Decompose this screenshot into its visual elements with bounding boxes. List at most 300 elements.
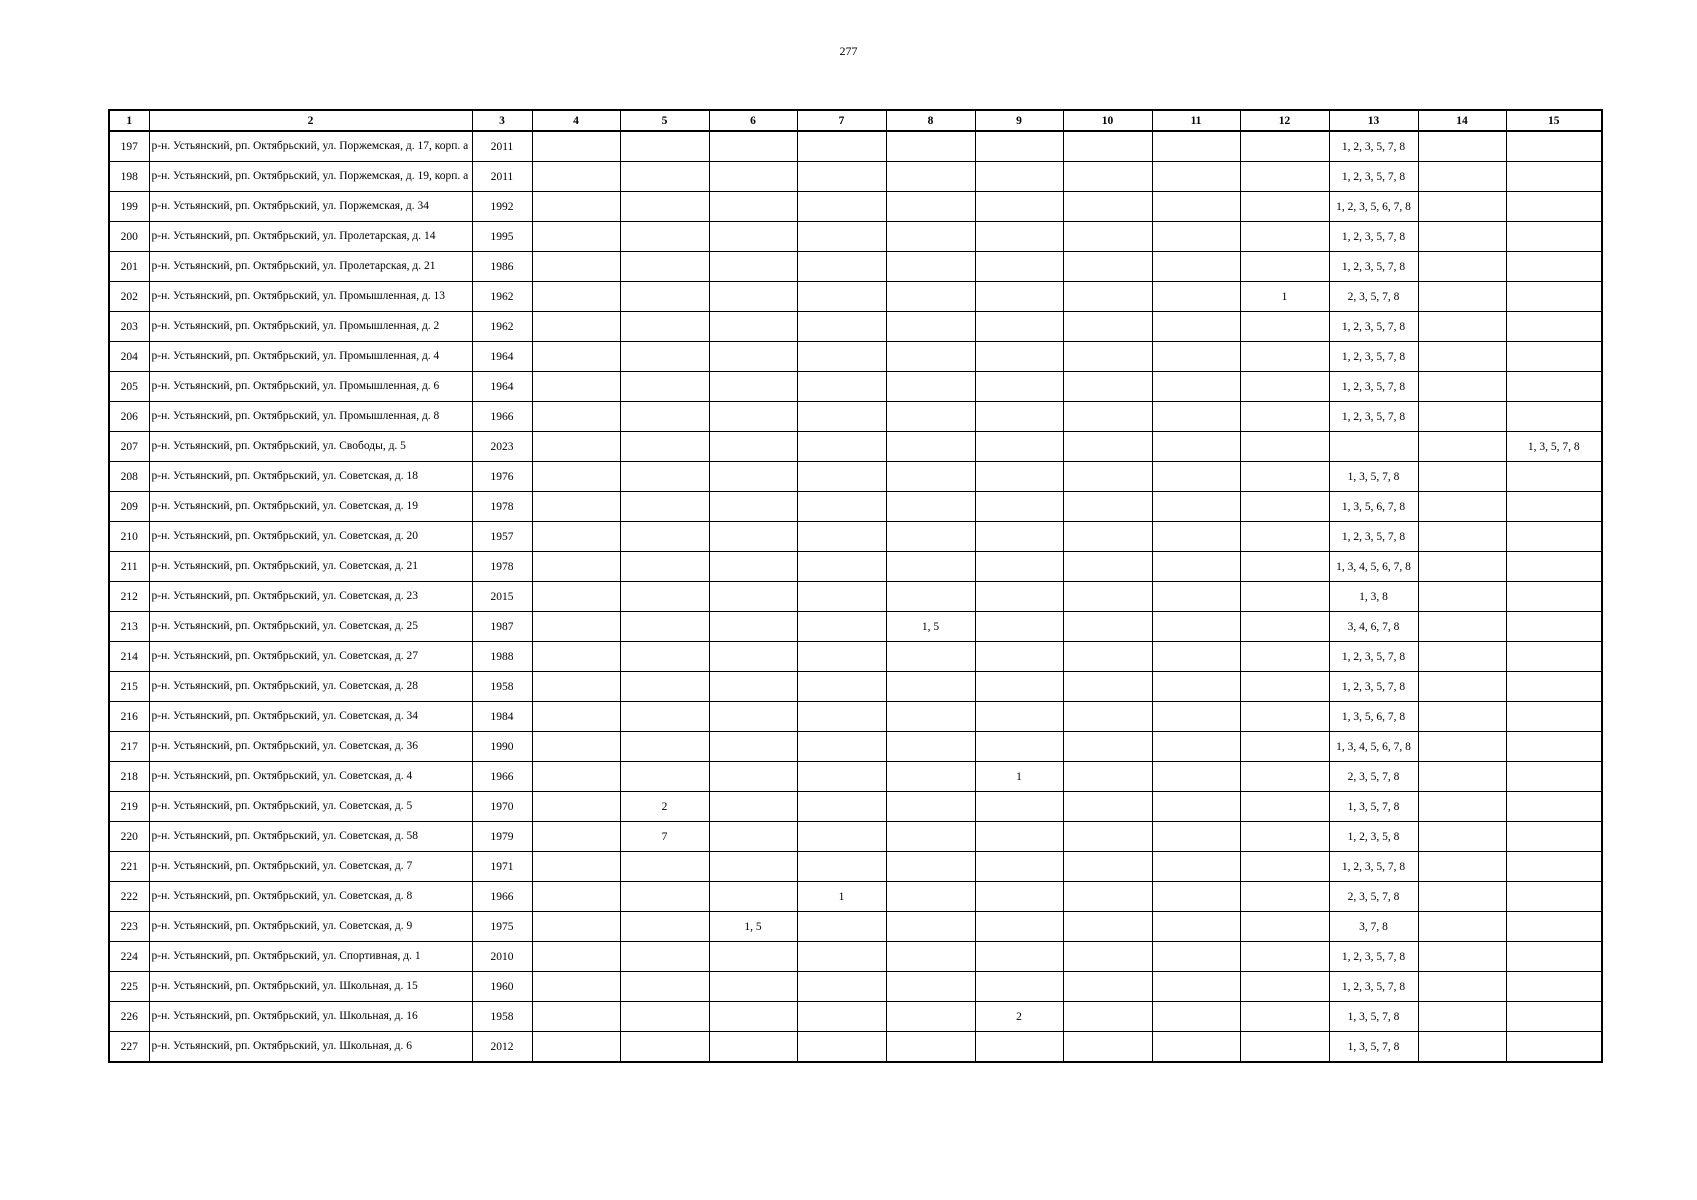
table-cell [797,131,886,162]
table-cell [797,372,886,402]
address-cell: р-н. Устьянский, рп. Октябрьский, ул. Советская, д. 36 [149,732,472,762]
table-cell [1418,162,1506,192]
row-number-cell: 222 [109,882,149,912]
table-cell [1418,432,1506,462]
table-cell: 3, 4, 6, 7, 8 [1329,612,1418,642]
year-cell: 1984 [472,702,532,732]
column-header-7: 7 [797,110,886,131]
table-cell [1418,642,1506,672]
table-cell [1240,912,1329,942]
table-cell [1506,522,1602,552]
table-cell [709,1002,797,1032]
table-cell [975,732,1063,762]
table-cell [620,732,709,762]
year-cell: 2015 [472,582,532,612]
table-cell [886,432,975,462]
address-cell: р-н. Устьянский, рп. Октябрьский, ул. Промышленная, д. 2 [149,312,472,342]
table-cell [532,732,620,762]
table-cell [620,1032,709,1063]
table-cell [620,582,709,612]
address-cell: р-н. Устьянский, рп. Октябрьский, ул. Советская, д. 8 [149,882,472,912]
table-cell [975,252,1063,282]
table-cell [1240,882,1329,912]
table-cell: 1, 3, 5, 6, 7, 8 [1329,702,1418,732]
table-cell: 2, 3, 5, 7, 8 [1329,282,1418,312]
table-cell [532,552,620,582]
year-cell: 1964 [472,372,532,402]
table-row [109,342,1602,372]
table-cell [975,852,1063,882]
address-cell: р-н. Устьянский, рп. Октябрьский, ул. Свободы, д. 5 [149,432,472,462]
table-cell [1418,552,1506,582]
table-cell [709,552,797,582]
row-number-cell: 204 [109,342,149,372]
table-cell [975,912,1063,942]
year-cell: 1992 [472,192,532,222]
address-cell: р-н. Устьянский, рп. Октябрьский, ул. Советская, д. 25 [149,612,472,642]
table-cell [886,282,975,312]
row-number-cell: 198 [109,162,149,192]
table-cell [620,612,709,642]
table-cell [709,612,797,642]
row-number-cell: 205 [109,372,149,402]
column-header-2: 2 [149,110,472,131]
table-cell [1506,702,1602,732]
year-cell: 1958 [472,1002,532,1032]
table-row [109,582,1602,612]
table-cell [1152,282,1240,312]
table-cell [975,612,1063,642]
row-number-cell: 202 [109,282,149,312]
table-cell [1152,792,1240,822]
table-cell [1063,672,1152,702]
table-cell [709,342,797,372]
table-cell [709,792,797,822]
table-cell [532,252,620,282]
table-cell [797,702,886,732]
table-cell [620,252,709,282]
table-cell [797,462,886,492]
table-cell [532,462,620,492]
table-cell [797,1002,886,1032]
table-cell: 7 [620,822,709,852]
table-cell [709,942,797,972]
address-cell: р-н. Устьянский, рп. Октябрьский, ул. Советская, д. 20 [149,522,472,552]
table-cell [1506,762,1602,792]
table-cell [1063,432,1152,462]
table-cell: 3, 7, 8 [1329,912,1418,942]
table-cell [1418,882,1506,912]
table-cell: 1, 3, 5, 7, 8 [1329,1002,1418,1032]
table-cell [1240,792,1329,822]
table-cell [620,162,709,192]
table-cell [1506,882,1602,912]
year-cell: 2011 [472,162,532,192]
table-cell [1240,372,1329,402]
table-cell [1063,942,1152,972]
table-cell [709,372,797,402]
table-cell [1506,342,1602,372]
year-cell: 1958 [472,672,532,702]
table-cell [975,462,1063,492]
table-cell [1418,1002,1506,1032]
table-cell [1418,732,1506,762]
table-cell [797,642,886,672]
address-cell: р-н. Устьянский, рп. Октябрьский, ул. Школьная, д. 15 [149,972,472,1002]
table-cell [709,222,797,252]
row-number-cell: 209 [109,492,149,522]
address-cell: р-н. Устьянский, рп. Октябрьский, ул. Школьная, д. 16 [149,1002,472,1032]
table-cell [1506,372,1602,402]
column-header-6: 6 [709,110,797,131]
year-cell: 1962 [472,282,532,312]
table-cell [886,1002,975,1032]
table-cell [1418,222,1506,252]
table-cell [1506,822,1602,852]
table-row [109,792,1602,822]
table-row [109,492,1602,522]
table-cell [886,762,975,792]
table-cell [1506,462,1602,492]
table-cell [620,642,709,672]
table-cell [1506,792,1602,822]
table-cell [1240,522,1329,552]
table-cell [1063,282,1152,312]
table-cell [709,672,797,702]
table-cell [1063,372,1152,402]
table-cell [709,432,797,462]
table-row [109,612,1602,642]
table-cell [1063,912,1152,942]
table-cell [1063,822,1152,852]
row-number-cell: 218 [109,762,149,792]
table-cell [886,162,975,192]
table-cell [886,462,975,492]
table-cell: 2 [620,792,709,822]
year-cell: 1978 [472,552,532,582]
address-cell: р-н. Устьянский, рп. Октябрьский, ул. Советская, д. 18 [149,462,472,492]
table-cell [532,942,620,972]
address-cell: р-н. Устьянский, рп. Октябрьский, ул. Советская, д. 7 [149,852,472,882]
table-cell [620,912,709,942]
table-cell: 1, 2, 3, 5, 7, 8 [1329,852,1418,882]
table-cell [1418,282,1506,312]
address-cell: р-н. Устьянский, рп. Октябрьский, ул. Пролетарская, д. 21 [149,252,472,282]
table-cell [1418,582,1506,612]
table-cell [532,432,620,462]
table-cell [532,131,620,162]
table-cell [1506,732,1602,762]
year-cell: 1988 [472,642,532,672]
table-cell: 1, 2, 3, 5, 7, 8 [1329,942,1418,972]
table-cell [1240,732,1329,762]
row-number-cell: 227 [109,1032,149,1063]
table-row [109,402,1602,432]
table-cell [1418,942,1506,972]
table-row [109,822,1602,852]
year-cell: 2012 [472,1032,532,1063]
table-cell: 2 [975,1002,1063,1032]
table-cell [797,672,886,702]
address-cell: р-н. Устьянский, рп. Октябрьский, ул. Промышленная, д. 4 [149,342,472,372]
table-cell [1152,972,1240,1002]
table-cell [1240,762,1329,792]
table-cell [532,522,620,552]
table-cell [1506,972,1602,1002]
table-cell [1063,222,1152,252]
table-cell [797,552,886,582]
column-header-5: 5 [620,110,709,131]
table-cell [1418,402,1506,432]
table-cell [886,372,975,402]
table-cell [709,882,797,912]
table-cell [1506,582,1602,612]
table-cell [1240,552,1329,582]
table-cell [975,1032,1063,1063]
table-cell [1152,1032,1240,1063]
table-cell [709,162,797,192]
row-number-cell: 212 [109,582,149,612]
table-cell [620,1002,709,1032]
year-cell: 2011 [472,131,532,162]
table-cell [1506,1002,1602,1032]
table-cell [1063,522,1152,552]
column-header-10: 10 [1063,110,1152,131]
table-cell [797,942,886,972]
table-cell: 1, 2, 3, 5, 7, 8 [1329,972,1418,1002]
table-cell [1152,702,1240,732]
year-cell: 1962 [472,312,532,342]
table-cell [620,972,709,1002]
table-cell [709,642,797,672]
year-cell: 2023 [472,432,532,462]
table-cell [975,312,1063,342]
table-cell [886,192,975,222]
table-cell [1063,1002,1152,1032]
table-cell [1063,732,1152,762]
table-cell [886,672,975,702]
table-cell [532,1002,620,1032]
table-cell [620,131,709,162]
table-cell: 1, 3, 5, 7, 8 [1506,432,1602,462]
table-cell [1152,252,1240,282]
table-cell [797,342,886,372]
table-cell [1240,462,1329,492]
table-cell [709,402,797,432]
table-cell [975,372,1063,402]
row-number-cell: 220 [109,822,149,852]
table-cell: 1, 2, 3, 5, 8 [1329,822,1418,852]
table-cell [1240,1032,1329,1063]
row-number-cell: 210 [109,522,149,552]
table-cell [1506,252,1602,282]
table-cell [975,702,1063,732]
address-cell: р-н. Устьянский, рп. Октябрьский, ул. Советская, д. 5 [149,792,472,822]
table-cell [1152,162,1240,192]
row-number-cell: 203 [109,312,149,342]
table-cell [532,912,620,942]
table-cell [620,552,709,582]
table-cell [975,942,1063,972]
table-cell [1506,492,1602,522]
table-cell [532,612,620,642]
table-cell [975,792,1063,822]
table-cell [1240,702,1329,732]
table-cell [532,492,620,522]
column-header-8: 8 [886,110,975,131]
table-cell: 1 [1240,282,1329,312]
table-cell [797,852,886,882]
table-cell [886,342,975,372]
table-cell [620,282,709,312]
address-cell: р-н. Устьянский, рп. Октябрьский, ул. Советская, д. 58 [149,822,472,852]
table-row [109,372,1602,402]
table-row [109,1032,1602,1063]
table-cell [1418,522,1506,552]
table-cell [709,822,797,852]
table-cell [1063,492,1152,522]
table-cell [975,402,1063,432]
table-cell [1063,162,1152,192]
table-cell [1418,672,1506,702]
table-row [109,432,1602,462]
table-cell [1240,131,1329,162]
table-row [109,192,1602,222]
table-cell: 1, 2, 3, 5, 7, 8 [1329,522,1418,552]
table-cell [1418,912,1506,942]
table-cell [532,642,620,672]
table-cell [1506,642,1602,672]
table-cell [620,222,709,252]
table-cell [975,642,1063,672]
table-cell [532,192,620,222]
row-number-cell: 208 [109,462,149,492]
address-cell: р-н. Устьянский, рп. Октябрьский, ул. Школьная, д. 6 [149,1032,472,1063]
table-cell [1063,582,1152,612]
table-cell [1063,702,1152,732]
table-cell [1063,852,1152,882]
row-number-cell: 197 [109,131,149,162]
column-header-11: 11 [1152,110,1240,131]
year-cell: 1957 [472,522,532,552]
table-cell [1506,552,1602,582]
table-cell [1152,672,1240,702]
year-cell: 1964 [472,342,532,372]
table-cell: 1, 5 [709,912,797,942]
table-cell [620,522,709,552]
table-cell [532,672,620,702]
column-header-13: 13 [1329,110,1418,131]
table-cell [1418,252,1506,282]
table-cell: 1, 2, 3, 5, 7, 8 [1329,342,1418,372]
table-cell [1418,192,1506,222]
table-cell [532,702,620,732]
table-cell [532,792,620,822]
table-cell [1152,582,1240,612]
table-row [109,642,1602,672]
table-cell [797,522,886,552]
table-cell [620,942,709,972]
table-cell [1152,522,1240,552]
table-row [109,702,1602,732]
table-cell [1240,492,1329,522]
table-cell [709,972,797,1002]
table-cell [1240,942,1329,972]
table-row [109,942,1602,972]
table-cell [1152,822,1240,852]
address-cell: р-н. Устьянский, рп. Октябрьский, ул. Промышленная, д. 13 [149,282,472,312]
table-cell [1418,372,1506,402]
table-cell [1418,492,1506,522]
table-cell [532,222,620,252]
table-cell [1063,462,1152,492]
year-cell: 1987 [472,612,532,642]
table-cell [975,432,1063,462]
table-cell: 1, 3, 4, 5, 6, 7, 8 [1329,552,1418,582]
address-cell: р-н. Устьянский, рп. Октябрьский, ул. Советская, д. 28 [149,672,472,702]
table-row [109,162,1602,192]
table-cell [975,342,1063,372]
table-cell [620,672,709,702]
table-cell: 1, 2, 3, 5, 7, 8 [1329,642,1418,672]
table-cell [1063,642,1152,672]
table-cell [1152,732,1240,762]
table-cell [709,522,797,552]
table-cell [975,672,1063,702]
row-number-cell: 225 [109,972,149,1002]
table-cell [1152,312,1240,342]
table-cell [886,912,975,942]
year-cell: 1970 [472,792,532,822]
year-cell: 1978 [472,492,532,522]
table-cell [1506,1032,1602,1063]
year-cell: 1960 [472,972,532,1002]
table-cell: 1, 3, 4, 5, 6, 7, 8 [1329,732,1418,762]
table-cell [886,852,975,882]
year-cell: 2010 [472,942,532,972]
table-cell [797,432,886,462]
table-cell [886,131,975,162]
table-cell [709,192,797,222]
table-cell [1152,432,1240,462]
table-cell [1240,162,1329,192]
table-cell [620,402,709,432]
table-cell [1063,252,1152,282]
year-cell: 1966 [472,402,532,432]
table-cell [975,222,1063,252]
table-cell [797,402,886,432]
table-cell [620,882,709,912]
table-cell [1152,342,1240,372]
year-cell: 1986 [472,252,532,282]
table-cell: 1, 3, 5, 6, 7, 8 [1329,492,1418,522]
table-cell: 1, 5 [886,612,975,642]
table-cell [797,792,886,822]
table-cell [1418,702,1506,732]
column-header-9: 9 [975,110,1063,131]
table-cell [709,462,797,492]
table-cell: 1, 3, 5, 7, 8 [1329,1032,1418,1063]
row-number-cell: 219 [109,792,149,822]
address-cell: р-н. Устьянский, рп. Октябрьский, ул. Советская, д. 34 [149,702,472,732]
table-row [109,312,1602,342]
table-cell [1240,432,1329,462]
table-cell [1063,402,1152,432]
table-cell [620,762,709,792]
table-cell [797,192,886,222]
table-row [109,552,1602,582]
table-cell [1418,342,1506,372]
